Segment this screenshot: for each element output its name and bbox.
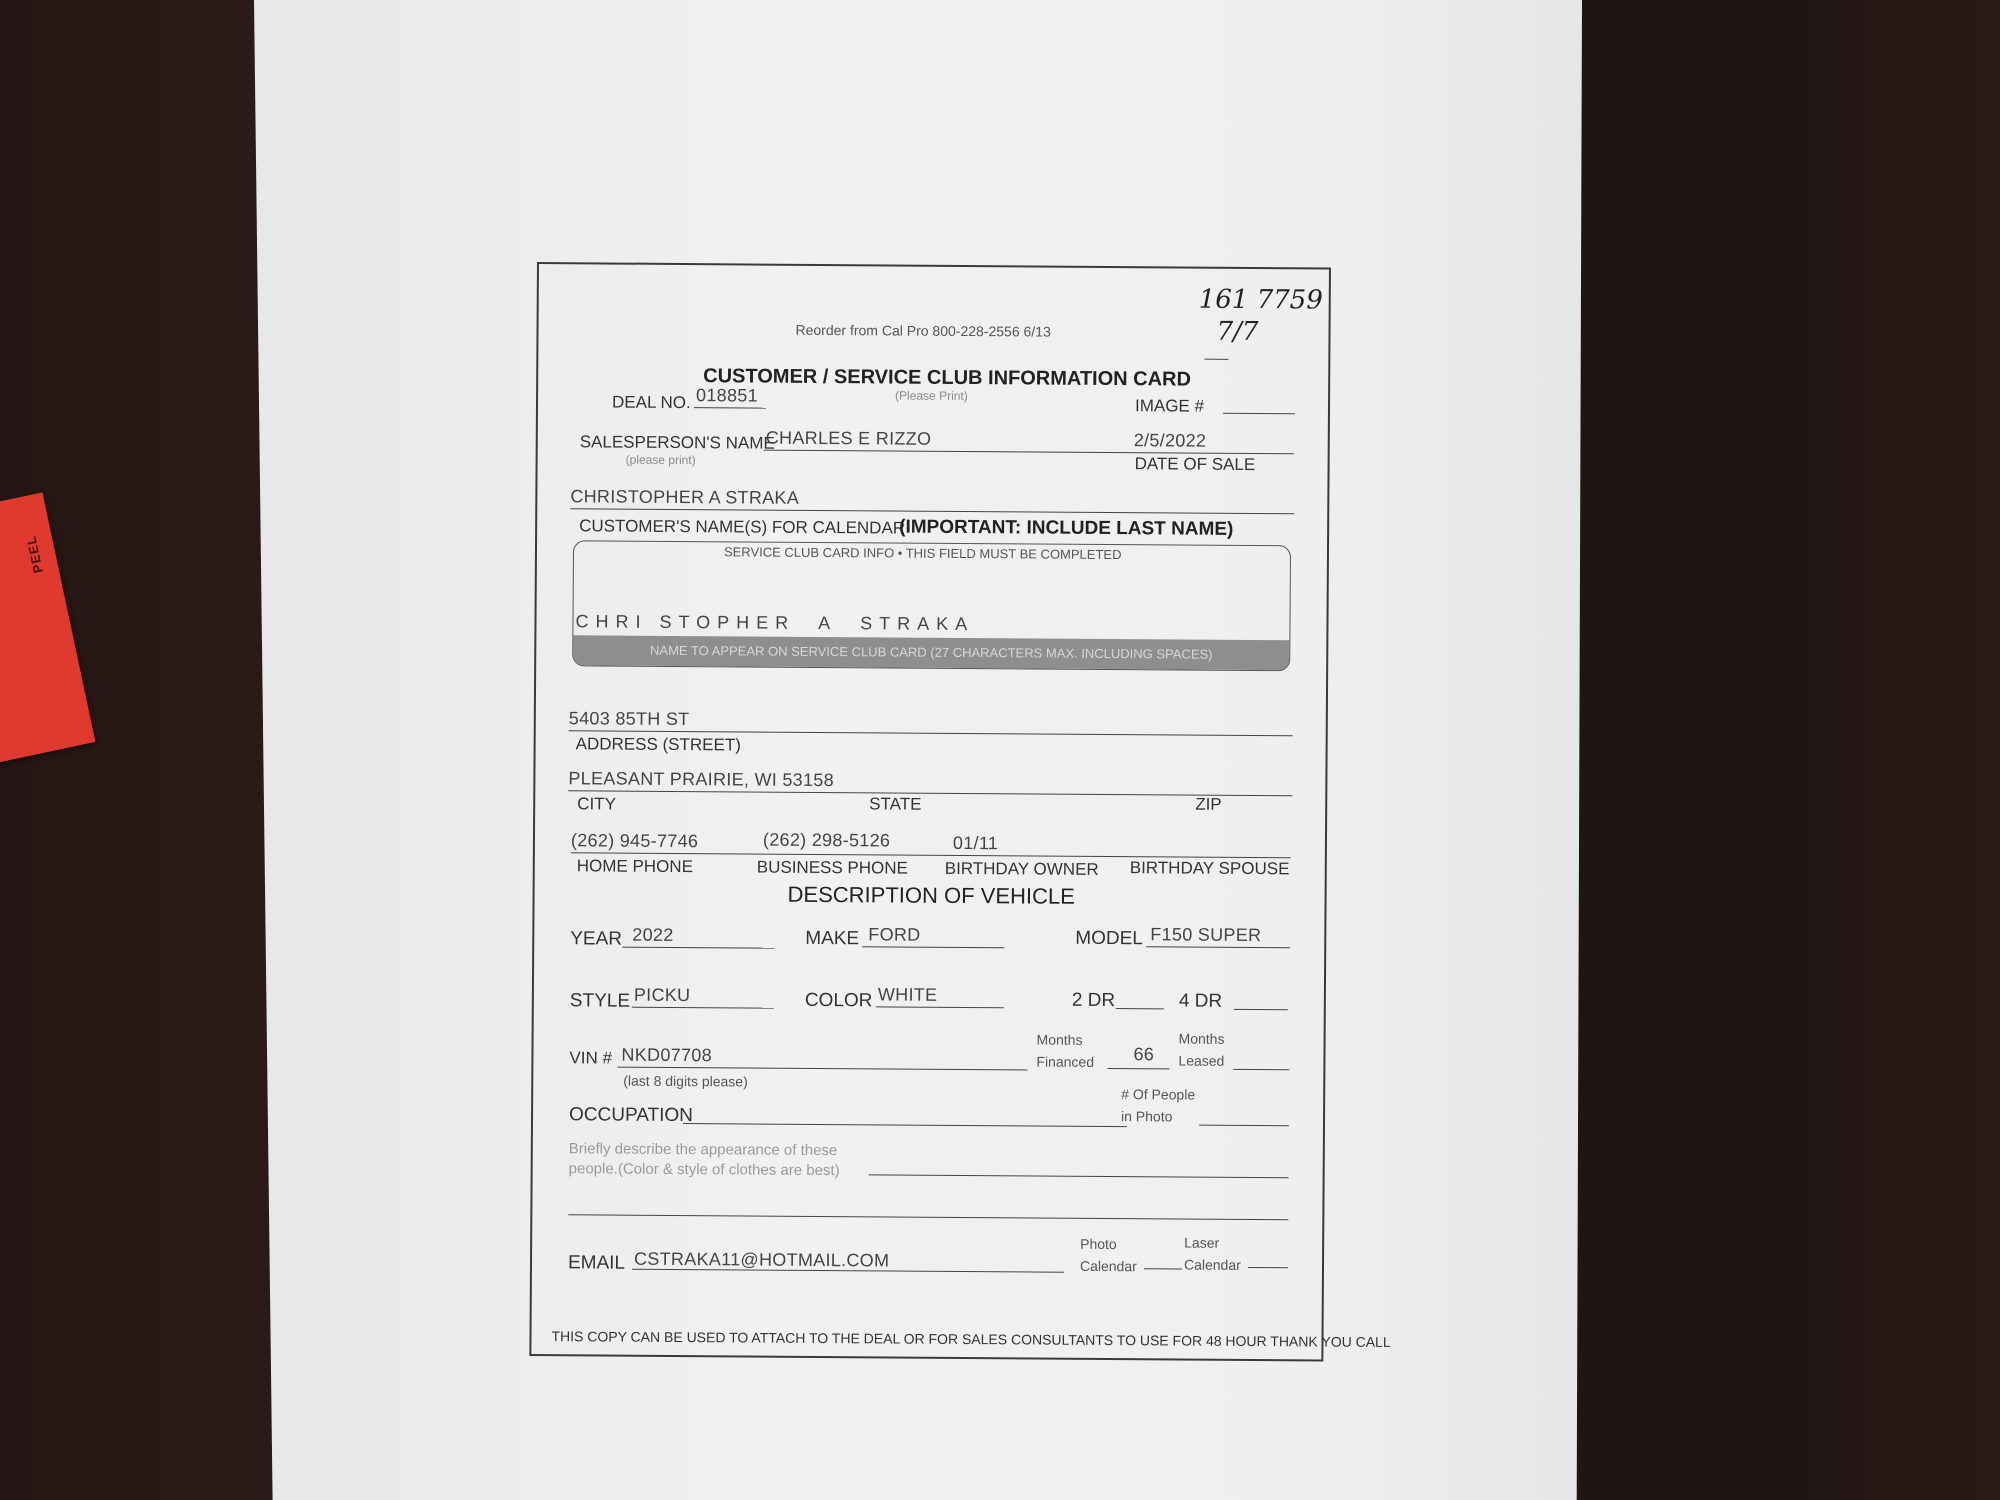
vin-line xyxy=(617,1067,1027,1071)
important-note: (IMPORTANT: INCLUDE LAST NAME) xyxy=(899,516,1234,540)
red-tag xyxy=(0,492,95,762)
state-label: STATE xyxy=(869,794,922,814)
photo-calendar-bottom: Calendar xyxy=(1079,1257,1137,1275)
photo-calendar-top: Photo xyxy=(1080,1235,1117,1253)
reorder-text: Reorder from Cal Pro 800-228-2556 6/13 xyxy=(795,321,1051,340)
email-line xyxy=(632,1269,1064,1273)
red-tag-text: PEEL xyxy=(23,534,46,575)
months-financed-top: Months xyxy=(1036,1031,1083,1048)
email-label: EMAIL xyxy=(567,1252,626,1274)
zip-label: ZIP xyxy=(1195,794,1222,814)
city-line xyxy=(568,790,1292,796)
deal-no-label: DEAL NO. xyxy=(611,392,691,413)
footer-text: THIS COPY CAN BE USED TO ATTACH TO THE DEAL OR FOR SALES CONSULTANTS TO USE FOR 48 HOUR THANK YOU CALL xyxy=(551,1328,1391,1350)
people-in-photo-top: # Of People xyxy=(1121,1086,1196,1103)
service-club-box xyxy=(572,540,1291,671)
two-door-label: 2 DR xyxy=(1071,989,1116,1012)
color-line xyxy=(876,1006,1004,1008)
service-club-name: CHRI STOPHER A STRAKA xyxy=(575,611,975,635)
style-label: STYLE xyxy=(569,990,631,1012)
city-label: CITY xyxy=(577,794,617,814)
color-label: COLOR xyxy=(804,989,873,1012)
vehicle-heading: DESCRIPTION OF VEHICLE xyxy=(787,881,1075,909)
handwritten-underline xyxy=(1204,359,1228,360)
salesperson-value: CHARLES E RIZZO xyxy=(765,427,932,449)
home-phone-value: (262) 945-7746 xyxy=(570,830,699,852)
months-leased-bottom: Leased xyxy=(1178,1052,1225,1069)
information-card xyxy=(529,262,1391,1362)
people-in-photo-line xyxy=(1199,1125,1289,1127)
email-value: CSTRAKA11@HOTMAIL.COM xyxy=(633,1248,890,1271)
customer-name-line xyxy=(570,508,1294,514)
salesperson-line xyxy=(764,450,1294,455)
address-label: ADDRESS (STREET) xyxy=(575,734,741,755)
birthday-owner-value: 01/11 xyxy=(952,832,999,854)
date-of-sale-label: DATE OF SALE xyxy=(1134,454,1256,475)
city-value: PLEASANT PRAIRIE, WI 53158 xyxy=(568,768,835,791)
birthday-spouse-label: BIRTHDAY SPOUSE xyxy=(1129,858,1290,879)
photo-calendar-line xyxy=(1144,1268,1182,1269)
salesperson-hint: (please print) xyxy=(625,452,696,468)
image-number-line xyxy=(1223,413,1295,415)
model-label: MODEL xyxy=(1075,927,1143,950)
home-phone-label: HOME PHONE xyxy=(576,856,694,877)
business-phone-label: BUSINESS PHONE xyxy=(756,857,909,878)
describe-line1: Briefly describe the appearance of these xyxy=(568,1140,838,1160)
year-label: YEAR xyxy=(570,928,623,950)
date-of-sale-value: 2/5/2022 xyxy=(1133,430,1207,451)
handwritten-number: 161 7759 xyxy=(1198,284,1323,316)
four-door-label: 4 DR xyxy=(1178,990,1223,1012)
occupation-label: OCCUPATION xyxy=(568,1104,693,1127)
style-line xyxy=(632,1007,774,1009)
customer-name-value: CHRISTOPHER A STRAKA xyxy=(570,486,800,508)
laser-calendar-top: Laser xyxy=(1184,1234,1220,1251)
describe-line-a xyxy=(869,1174,1289,1178)
months-financed-line xyxy=(1107,1068,1169,1069)
vin-value: NKD07708 xyxy=(621,1044,713,1066)
customer-name-label: CUSTOMER'S NAME(S) FOR CALENDAR xyxy=(579,516,906,538)
service-club-band: NAME TO APPEAR ON SERVICE CLUB CARD (27 CHARACTERS MAX. INCLUDING SPACES) xyxy=(573,635,1289,670)
birthday-owner-label: BIRTHDAY OWNER xyxy=(944,858,1099,879)
four-door-line xyxy=(1234,1009,1288,1010)
months-leased-line xyxy=(1233,1069,1289,1070)
handwritten-fraction: 7/7 xyxy=(1216,316,1259,348)
laser-calendar-line xyxy=(1248,1267,1288,1268)
salesperson-label: SALESPERSON'S NAME xyxy=(579,432,775,453)
year-line xyxy=(622,947,774,949)
year-value: 2022 xyxy=(632,924,674,945)
deal-no-line xyxy=(694,407,766,409)
describe-line2: people.(Color & style of clothes are best) xyxy=(568,1160,840,1180)
model-value: F150 SUPER xyxy=(1150,924,1262,946)
style-value: PICKU xyxy=(633,984,691,1006)
months-financed-bottom: Financed xyxy=(1036,1053,1095,1070)
occupation-line xyxy=(683,1123,1127,1127)
please-print-hint: (Please Print) xyxy=(895,388,968,404)
image-number-label: IMAGE # xyxy=(1134,396,1205,416)
describe-line-b xyxy=(568,1214,1288,1220)
address-value: 5403 85TH ST xyxy=(568,708,690,730)
vin-hint: (last 8 digits please) xyxy=(623,1072,748,1090)
months-leased-top: Months xyxy=(1178,1030,1225,1047)
months-financed-value: 66 xyxy=(1133,1044,1155,1065)
service-club-heading: SERVICE CLUB CARD INFO • THIS FIELD MUST BE COMPLETED xyxy=(723,544,1122,563)
vin-label: VIN # xyxy=(569,1048,613,1068)
make-label: MAKE xyxy=(805,927,860,950)
card-title: CUSTOMER / SERVICE CLUB INFORMATION CARD xyxy=(703,365,1192,391)
make-line xyxy=(862,946,1004,948)
business-phone-value: (262) 298-5126 xyxy=(762,829,891,851)
color-value: WHITE xyxy=(877,984,938,1005)
laser-calendar-bottom: Calendar xyxy=(1183,1256,1241,1273)
people-in-photo-bottom: in Photo xyxy=(1120,1108,1173,1125)
two-door-line xyxy=(1116,1008,1164,1009)
make-value: FORD xyxy=(868,924,921,945)
model-line xyxy=(1146,946,1290,948)
deal-no-value: 018851 xyxy=(696,385,759,406)
